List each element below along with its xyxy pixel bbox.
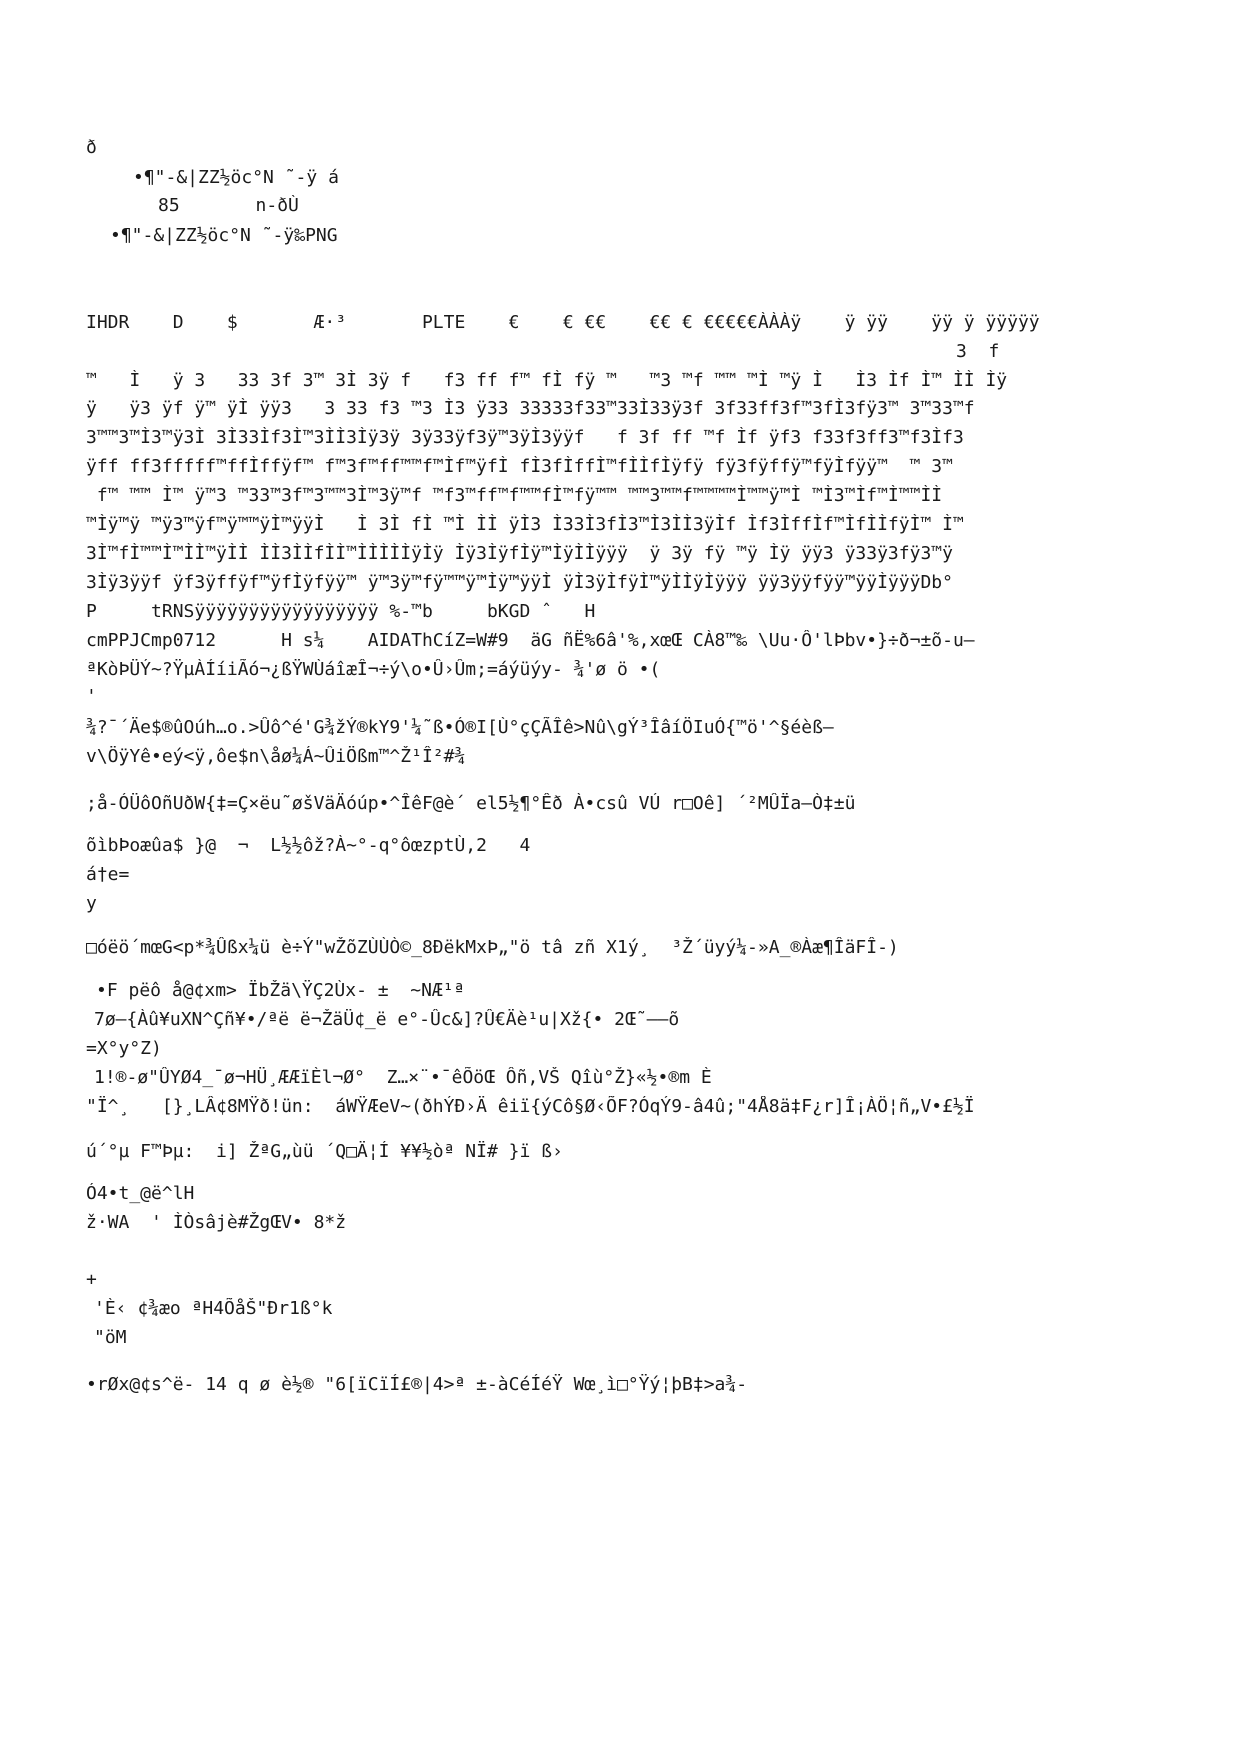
text-line: õìbÞoæûa$ }@ ¬ L½½ôž?À~°-q°ôœzptÙ,2 4 xyxy=(86,835,531,856)
text-line: 1!®-ø"ÛYØ4_¯ø¬HÜ¸ÆÆïÈl¬Ø° Z…×¨•¯êÕöŒ Ôñ,VŠ Qîù°Ž}«½•®m È xyxy=(94,1067,712,1088)
text-line: f™ ™™ Ì™ ÿ™3 ™33™3f™3™™3Ì™3ÿ™f ™f3™ff™f™™fÌ™fÿ™™ ™™3™™f™™™™Ì™™ÿ™Ì ™Ì3™Ìf™Ì™™ÌÌ xyxy=(86,485,943,506)
text-line: □óëö´mœG<p*¾Ûßx¼ü è÷Ý"wŽõZÙÙÒ©_8ÐëkMxÞ„"ö tâ zñ X1ý¸ ³Ž´üyý¼-»A_®Àæ¶ÎäFÎ-) xyxy=(86,937,899,958)
text-line: ž·WA ' ÌÒsâjè#ŽgŒV• 8*ž xyxy=(86,1212,347,1233)
text-line: 85 n-ðÙ xyxy=(158,195,299,216)
text-line: ;å-ÓÜôOñUðW{‡=Ç×ëu˜øšVäÄóúp•^ÎêF@è´ el5½¶°Êð À•csû VÚ r□Oê] ´²MÛÏa—Ò‡±ü xyxy=(86,793,856,814)
text-line: ð xyxy=(86,137,97,158)
text-line: 3 f xyxy=(956,341,1000,362)
text-line: ™ Ì ÿ 3 33 3f 3™ 3Ì 3ÿ f f3 ff f™ fÌ fÿ ™ ™3 ™f ™™ ™Ì ™ÿ Ì Ì3 Ìf Ì™ ÌÌ Ìÿ xyxy=(86,370,1008,391)
text-line: 3Ìÿ3ÿÿf ÿf3ÿffÿf™ÿfÌÿfÿÿ™ ÿ™3ÿ™fÿ™™ÿ™Ìÿ™ÿÿÌ ÿÌ3ÿÌfÿÌ™ÿÌÌÿÌÿÿÿ ÿÿ3ÿÿfÿÿ™ÿÿÌÿÿÿDb° xyxy=(86,572,953,593)
text-line: •rØx@¢s^ë- 14 q ø è½® "6[ïCïÍ£®|4>ª ±-àCéÍéŸ Wœ¸ì□°Ÿý¦þB‡>a¾- xyxy=(86,1374,748,1395)
text-line: ú´°µ F™Þµ: i] ŽªG„ùü ´Q□Ä¦Í ¥¥½òª NÏ# }ï ß› xyxy=(86,1141,563,1162)
text-line: •¶"-&|ZZ½öc°N ˜-ÿ‰PNG xyxy=(110,225,338,246)
text-line: v\ÖÿYê•eý<ÿ,ôe$n\åø¼Á~ÛiÖßm™^Ž¹Î²#¾ xyxy=(86,746,466,767)
text-line: ªKòÞÜÝ~?ŸµÀÍíiÃó¬¿ßŸWÙáîæÎ¬÷ý\o•Û›Ûm;=áýüýy- ¾'ø ö •( xyxy=(86,659,661,680)
text-line: P tRNSÿÿÿÿÿÿÿÿÿÿÿÿÿÿÿÿÿ %-™b bKGD ˆ H xyxy=(86,601,596,622)
text-line: ÿff ff3fffff™ffÌffÿf™ f™3f™ff™™f™Ìf™ÿfÌ fÌ3fÌffÌ™fÌÌfÌÿfÿ fÿ3fÿffÿ™fÿÌfÿÿ™ ™ 3™ xyxy=(86,456,953,477)
text-line: "Ï^¸ [}¸LÂ¢8MŸð!ün: áWŸÆeV~(ðhÝÐ›Ä êiï{ýCô§Ø‹ÕF?ÓqÝ9-â4û;"4Å8ä‡F¿r]Î¡ÀÖ¦ñ„V•£½Ï xyxy=(86,1096,975,1117)
text-line: á†e= xyxy=(86,864,130,885)
text-line: ÿ ÿ3 ÿf ÿ™ ÿÌ ÿÿ3 3 33 f3 ™3 Ì3 ÿ33 33333f33™33Ì33ÿ3f 3f33ff3f™3fÌ3fÿ3™ 3™33™f xyxy=(86,398,975,419)
text-line: 3Ì™fÌ™™Ì™ÌÌ™ÿÌÌ ÌÌ3ÌÌfÌÌ™ÌÌÌÌÌÿÌÿ Ìÿ3ÌÿfÌÿ™ÌÿÌÌÿÿÿ ÿ 3ÿ fÿ ™ÿ Ìÿ ÿÿ3 ÿ33ÿ3fÿ3™ÿ xyxy=(86,543,953,564)
text-line: ¾?¯´Äe$®ûOúh…o.>Ûô^é'G¾žÝ®kY9'¼˜ß•Ó®I[Ù°çÇÃÎê>Nû\gÝ³ÎâíÖIuÓ{™ö'^§éèß— xyxy=(86,717,834,738)
text-line: y xyxy=(86,893,97,914)
text-line: + xyxy=(86,1269,97,1290)
text-line: 'È‹ ¢¾æo ªH4ÕåŠ"Ðr1ß°k xyxy=(94,1298,333,1319)
text-line: •F pëô å@¢xm> ÏbŽä\ŸÇ2Ùx- ± ~NÆ¹ª xyxy=(96,980,465,1001)
text-line: ™Ìÿ™ÿ ™ÿ3™ÿf™ÿ™™ÿÌ™ÿÿÌ Ì 3Ì fÌ ™Ì ÌÌ ÿÌ3 Ì33Ì3fÌ3™Ì3ÌÌ3ÿÌf Ìf3ÌffÌf™ÌfÌÌfÿÌ™ Ì™ xyxy=(86,514,964,535)
text-line: cmPPJCmp0712 H s¼ AIDAThCíZ=W#9 äG ñË%6â'%,xœŒ CÀ8™‰ \Uu·Ô'lÞbv•}÷ð¬±õ-u— xyxy=(86,630,975,651)
text-line: •¶"-&|ZZ½öc°N ˜-ÿ á xyxy=(133,167,339,188)
text-line: "öM xyxy=(94,1327,127,1348)
text-line: =X°y°Z) xyxy=(86,1038,162,1059)
text-line: 7ø—{Àû¥uXN^Çñ¥•/ªë ë¬ŽäÜ¢_ë e°-Ûc&]?Û€Äè¹u|Xž{• 2Œ˜——õ xyxy=(94,1009,680,1030)
text-line: ' xyxy=(86,686,97,707)
text-line: Ó4•t_@ë^lH xyxy=(86,1183,195,1204)
text-line: 3™™3™Ì3™ÿ3Ì 3Ì33Ìf3Ì™3ÌÌ3Ìÿ3ÿ 3ÿ33ÿf3ÿ™3ÿÌ3ÿÿf f 3f ff ™f Ìf ÿf3 f33f3ff3™f3Ìf3 xyxy=(86,427,964,448)
text-line: IHDR D $ Æ·³ PLTE € € €€ €€ € €€€€€ÀÀÀÿ ÿ ÿÿ ÿÿ ÿ ÿÿÿÿÿ xyxy=(86,312,1040,333)
